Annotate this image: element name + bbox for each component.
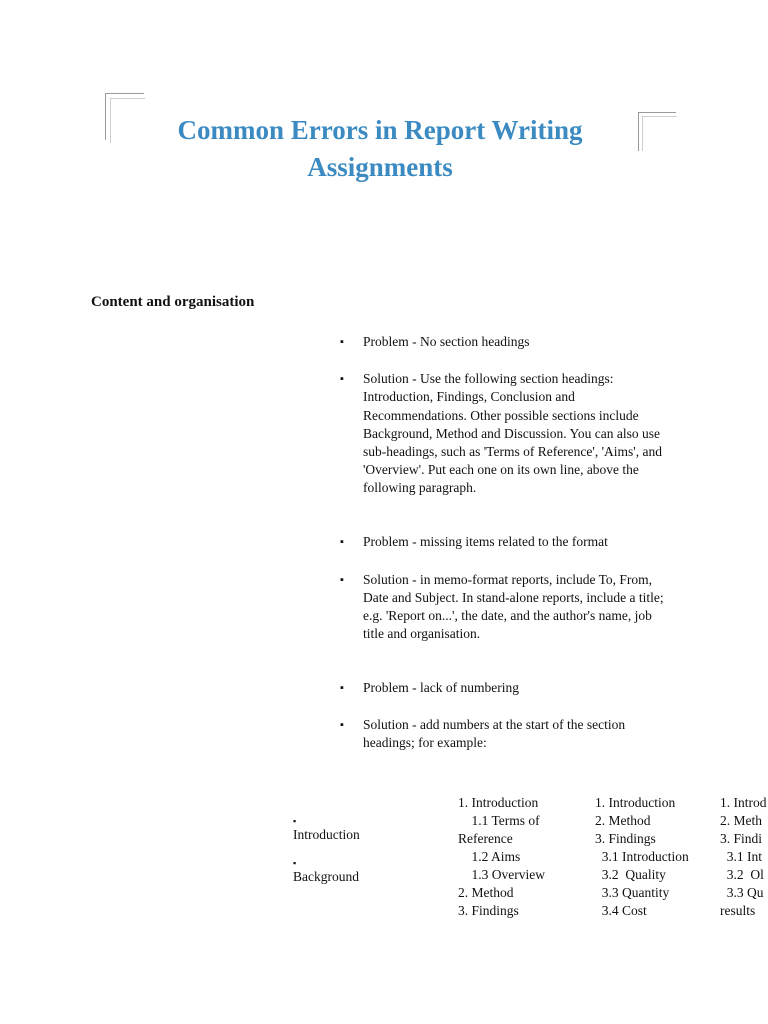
example-item: Introduction [293, 827, 360, 842]
bullet-marker: ▪ [293, 858, 297, 868]
example-line: 3.1 Int [720, 849, 762, 864]
document-title [130, 112, 630, 186]
example-column-c [720, 794, 767, 920]
example-line: 3.3 Qu [720, 885, 764, 900]
example-line: 1.2 Aims [458, 849, 521, 864]
crop-mark-top-right [638, 112, 676, 151]
list-item: ▪ Problem - lack of numbering [340, 679, 670, 697]
list-item: ▪ Problem - missing items related to the format [340, 533, 670, 551]
example-line: 3.1 Introduction [595, 849, 689, 864]
example-line: 3.3 Quantity [595, 885, 670, 900]
example-line: 2. Meth [720, 813, 762, 828]
title-line-1: Common Errors in Report Writing [177, 115, 583, 145]
example-line: 3. Findings [595, 831, 656, 846]
example-line: 2. Method [458, 885, 514, 900]
bullet-marker: ▪ [293, 816, 297, 826]
example-line: 1.3 Overview [458, 867, 545, 882]
list-item: ▪ Solution - in memo-format reports, include To, From, Date and Subject. In stand-alone reports, include a title; e.g. 'Report on...', the date, and the author's name, job title and organisation. [340, 571, 670, 644]
example-column-b [595, 794, 689, 920]
list-item: ▪ Solution - Use the following section headings: Introduction, Findings, Conclusion and Recommendations. Other possible sections include Background, Method and Discussion. You can also use sub-headings, such as 'Terms of Reference', 'Aims', and 'Overview'. Put each one on its own line, above the following paragraph. [340, 370, 670, 497]
example-line: 3. Findings [458, 903, 519, 918]
example-item: Background [293, 869, 359, 884]
example-line: 3.2 Quality [595, 867, 666, 882]
section-heading: Content and organisation [91, 294, 255, 310]
example-line: Reference [458, 831, 513, 846]
example-line: 1. Introduction [458, 795, 539, 810]
example-line: 1.1 Terms of [458, 813, 540, 828]
example-line: 1. Introduction [595, 795, 676, 810]
list-item: ▪ Solution - add numbers at the start of the section headings; for example: [340, 716, 670, 752]
example-line: 2. Method [595, 813, 651, 828]
problem-solution-list [340, 333, 670, 752]
example-line: 3.2 Ol [720, 867, 764, 882]
example-line: 3.4 Cost [595, 903, 647, 918]
list-item: ▪ Problem - No section headings [340, 333, 670, 351]
example-line: 3. Findi [720, 831, 763, 846]
title-line-2: Assignments [307, 152, 453, 182]
example-bullet-list [293, 812, 360, 896]
example-line: results [720, 903, 756, 918]
example-line: 1. Introd [720, 795, 767, 810]
example-column-a [458, 794, 545, 920]
